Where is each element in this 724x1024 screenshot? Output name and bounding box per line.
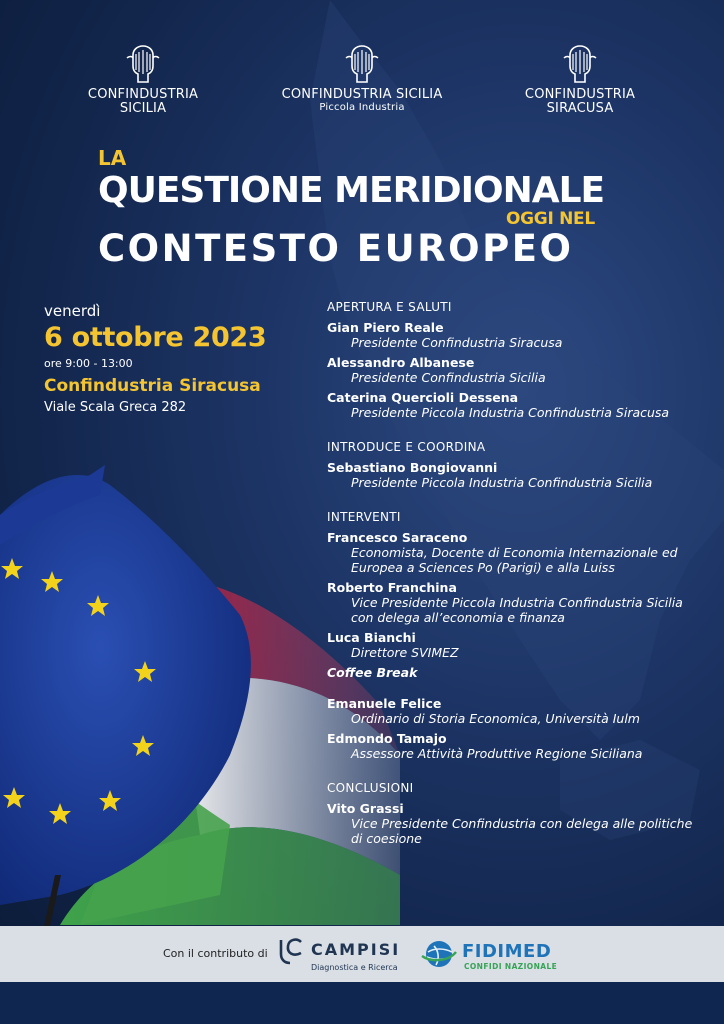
section-title: INTRODUCE E COORDINA [327,440,486,454]
title-contesto-europeo: CONTESTO EUROPEO [98,227,574,270]
bottom-band [0,982,724,1024]
logo-confindustria-sicilia [53,44,233,116]
speaker-name: Emanuele Felice [327,696,442,711]
speaker-name: Gian Piero Reale [327,320,444,335]
section-apertura [327,300,699,420]
speaker-entry [327,696,699,726]
speaker-entry [327,355,699,385]
speaker-role: Ordinario di Storia Economica, Università Iulm [351,711,640,726]
section-interventi [327,510,699,761]
coffee-break: Coffee Break [327,665,418,680]
eagle-emblem-icon [560,44,600,84]
speaker-role: Presidente Confindustria Siracusa [351,335,563,350]
speaker-role: Economista, Docente di Economia Internazionale ed Europea a Sciences Po (Parigi) e alla Luiss [351,545,678,575]
speaker-role: Assessore Attività Produttive Regione Siciliana [351,746,643,761]
title-la: LA [98,146,127,170]
event-venue: Confindustria Siracusa [44,376,261,396]
section-title: INTERVENTI [327,510,401,524]
logo-confindustria-siracusa [490,44,670,116]
campisi-mark-icon [277,936,305,966]
logo-line2: SIRACUSA [546,101,614,116]
sponsor-footer [0,926,724,982]
fidimed-globe-icon [420,938,458,970]
logo-confindustria-piccola-industria [272,44,452,114]
speaker-entry [327,801,699,846]
event-info [44,302,266,415]
speaker-name: Vito Grassi [327,801,404,816]
speaker-name: Alessandro Albanese [327,355,475,370]
event-address: Viale Scala Greca 282 [44,400,187,415]
sponsor-name: FIDIMED [462,941,552,962]
title-questione-meridionale: QUESTIONE MERIDIONALE [98,170,605,211]
sponsor-subtitle: Diagnostica e Ricerca [311,963,398,972]
speaker-name: Francesco Saraceno [327,530,468,545]
speaker-role: Presidente Piccola Industria Confindustria Siracusa [351,405,670,420]
speaker-role: Direttore SVIMEZ [351,645,459,660]
event-time: ore 9:00 - 13:00 [44,357,133,370]
eagle-emblem-icon [342,44,382,84]
speaker-name: Edmondo Tamajo [327,731,447,746]
speaker-name: Roberto Franchina [327,580,457,595]
speaker-entry [327,630,699,660]
sponsor-fidimed-logo [420,938,558,974]
sponsor-campisi-logo [277,936,401,972]
speaker-name: Caterina Quercioli Dessena [327,390,519,405]
section-title: APERTURA E SALUTI [327,300,452,314]
speaker-entry [327,530,699,575]
speaker-entry [327,580,699,625]
eagle-emblem-icon [123,44,163,84]
title-oggi-nel: OGGI NEL [506,209,595,229]
speaker-entry [327,460,699,490]
logo-line1: CONFINDUSTRIA [524,87,636,102]
logo-line2: SICILIA [119,101,167,116]
speaker-name: Luca Bianchi [327,630,416,645]
speaker-role: Vice Presidente Confindustria con delega alle politiche di coesione [351,816,693,846]
speaker-role: Presidente Confindustria Sicilia [351,370,546,385]
speaker-entry [327,390,699,420]
speaker-role: Presidente Piccola Industria Confindustria Sicilia [351,475,653,490]
logo-line1: CONFINDUSTRIA [87,87,199,102]
section-title: CONCLUSIONI [327,781,414,795]
speaker-name: Sebastiano Bongiovanni [327,460,498,475]
speaker-entry [327,320,699,350]
speaker-role: Vice Presidente Piccola Industria Confindustria Sicilia con delega all’economia e finanza [351,595,683,625]
event-day: venerdì [44,302,101,320]
sponsor-name: CAMPISI [311,940,401,959]
logo-line2: Piccola Industria [319,102,405,113]
program-schedule [327,300,699,860]
event-date: 6 ottobre 2023 [44,322,267,353]
sponsor-subtitle: CONFIDI NAZIONALE [464,962,558,971]
contribution-label: Con il contributo di [163,947,268,960]
section-introduce [327,440,699,490]
speaker-entry [327,731,699,761]
section-conclusioni [327,781,699,846]
logo-line1: CONFINDUSTRIA SICILIA [281,87,443,102]
